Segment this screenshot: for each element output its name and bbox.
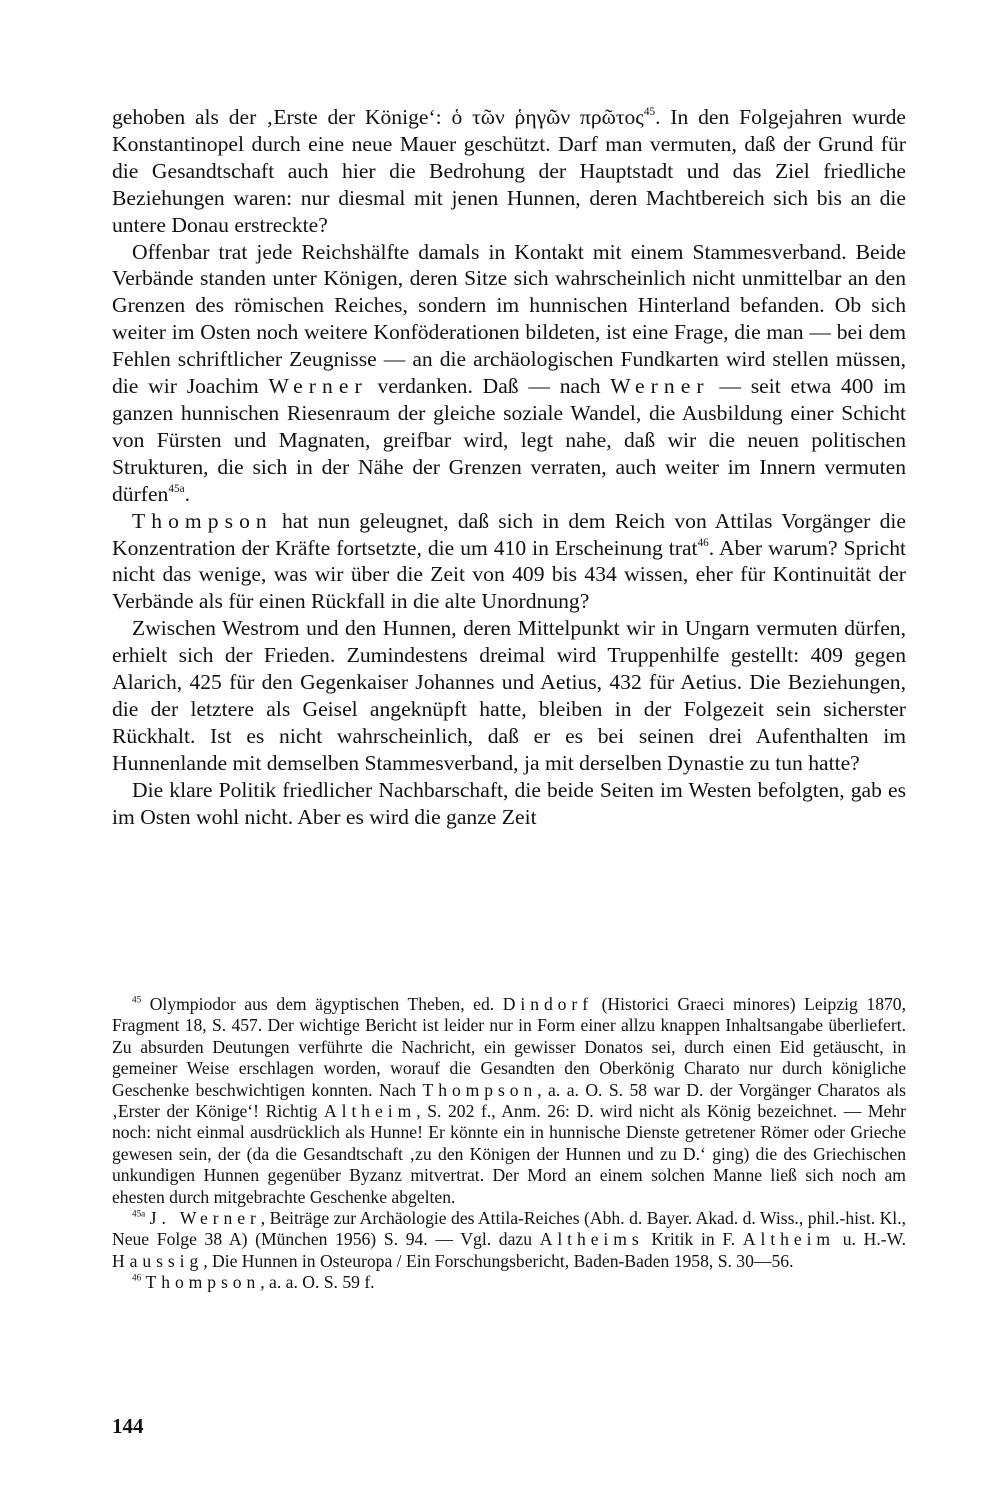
- author-name-altheim: Altheim: [324, 1101, 417, 1122]
- author-name-altheims: Altheims: [539, 1229, 644, 1250]
- paragraph-5: Die klare Politik friedlicher Nachbarschaft, die beide Seiten im Westen befolgten, gab es im Osten wohl nicht. Aber es wird die ganze Zeit: [112, 777, 906, 829]
- paragraph-2: [112, 239, 906, 508]
- author-name-dindorf: Dindorf: [502, 994, 593, 1014]
- footnote-45: [112, 994, 906, 1208]
- paragraph-3-text-cont: . Aber warum? Spricht nicht das wenige, was wir über die Zeit von 409 bis 434 wissen, eher für Kontinuität der Verbände als für einen Rückfall in die alte Unordnung?: [112, 535, 906, 614]
- footnote-text: , S. 202 f., Anm. 26: D. wird nicht als König bezeichnet. — Mehr noch: nicht einmal ausdrücklich als Hunne! Er könnte ein in hunnische Dienste getretener Römer oder Grieche gewesen sein, der (da die Gesandtschaft ‚zu den Königen der Hunnen und zu D.‘ ging) die des Griechischen unkundigen Hunnen gegenüber Byzanz mitvertrat. Der Mord an einem solchen Manne ließ sich noch am ehesten durch mitgebrachte Geschenke abgelten.: [112, 1101, 907, 1207]
- page-number: 144: [112, 1414, 144, 1438]
- paragraph-1-text: gehoben als der ‚Erste der Könige‘: ὁ τῶν ῥηγῶν πρῶτος: [112, 105, 644, 129]
- footnote-text: , a. a. O. S. 58 war D. der Vorgänger Charatos als ‚Erster der Könige‘! Richtig: [112, 1079, 906, 1122]
- footnote-text: , a. a. O. S. 59 f.: [260, 1272, 375, 1293]
- footnote-text: Kritik in F.: [651, 1229, 736, 1250]
- footnote-ref-46: 46: [697, 536, 709, 549]
- author-name-werner: J. Werner: [149, 1208, 261, 1229]
- author-name-thompson: Thompson: [422, 1079, 538, 1100]
- paragraph-3-text: hat nun geleugnet, daß sich in dem Reich von Attilas Vorgänger die Konzentration der Kräfte fortsetzte, die um 410 in Erscheinung trat: [112, 508, 906, 560]
- author-name-thompson: Thompson: [145, 1272, 261, 1293]
- footnote-text: , Die Hunnen in Osteuropa / Ein Forschungsbericht, Baden-Baden 1958, S. 30—56.: [203, 1250, 794, 1271]
- footnote-number: 46: [132, 1272, 142, 1283]
- footnote-text: , Beiträge zur Archäologie des Attila-Reiches (Abh. d. Bayer. Akad. d. Wiss., phil.-hist. Kl., Neue Folge 38 A) (München 1956) S. 94. — Vgl. dazu: [112, 1208, 906, 1250]
- author-name-haussig: Haussig: [112, 1250, 204, 1271]
- paragraph-1-text-cont: . In den Folgejahren wurde Konstantinopel durch eine neue Mauer geschützt. Darf man vermuten, daß der Grund für die Gesandtschaft auch hier die Bedrohung der Hauptstadt und das Ziel friedliche Beziehungen waren: nur diesmal mit jenen Hunnen, deren Machtbereich sich bis an die untere Donau erstreckte?: [112, 105, 906, 237]
- footnote-text: Olympiodor aus dem ägyptischen Theben, ed.: [149, 994, 495, 1014]
- paragraph-2-text: Offenbar trat jede Reichshälfte damals in Kontakt mit einem Stammesverband. Beide Verbände standen unter Königen, deren Sitze sich wahrscheinlich nicht unmittelbar an den Grenzen des römischen Reiches, sondern im hunnischen Hinterland befanden. Ob sich weiter im Osten noch weitere Konföderationen bildeten, ist eine Frage, die man — bei dem Fehlen schriftlicher Zeugnisse — an die archäologischen Fundkarten wird stellen müssen, die wir Joachim: [112, 239, 906, 399]
- paragraph-4: Zwischen Westrom und den Hunnen, deren Mittelpunkt wir in Ungarn vermuten dürfen, erhielt sich der Frieden. Zumindestens dreimal wird Truppenhilfe gestellt: 409 gegen Alarich, 425 für den Gegenkaiser Johannes und Aetius, 432 für Aetius. Die Beziehungen, die der letztere als Geisel angeknüpft hatte, bleiben in der Folgezeit sein sicherster Rückhalt. Ist es nicht wahrscheinlich, daß er es bei seinen drei Aufenthalten im Hunnenlande mit demselben Stammesverband, ja mit derselben Dynastie zu tun hatte?: [112, 616, 906, 775]
- paragraph-2-text-cont: — seit etwa 400 im ganzen hunnischen Riesenraum der gleiche soziale Wandel, die Ausbildung einer Schicht von Fürsten und Magnaten, greifbar wird, legt nahe, daß wir die neuen politischen Strukturen, die sich in der Nähe der Grenzen verraten, auch weiter im Innern vermuten dürfen: [112, 374, 906, 506]
- footnote-ref-45: 45: [643, 106, 656, 119]
- footnote-text: u. H.-W.: [842, 1229, 906, 1250]
- paragraph-2-text-end: .: [184, 481, 190, 506]
- footnote-45a: [112, 1208, 906, 1272]
- footnote-46: [112, 1272, 906, 1293]
- body-text: [112, 104, 906, 830]
- footnote-text: (Historici Graeci minores) Leipzig 1870, Fragment 18, S. 457. Der wichtige Bericht ist leider nur in Form einer allzu knappen Inhaltsangabe überliefert. Zu absurden Deutungen verführte die Nachricht, ein gewisser Donatos sei, durch einen Eid getäuscht, in gemeiner Weise erschlagen worden, worauf die Gesandten den Oberkönig Charato nur durch königliche Geschenke beschwichtigen konnten. Nach: [112, 994, 907, 1100]
- footnote-number: 45: [132, 994, 142, 1005]
- paragraph-2-text-cont: verdanken. Daß — nach: [377, 374, 601, 399]
- footnotes: [112, 994, 906, 1294]
- author-name-altheim: Altheim: [742, 1229, 836, 1250]
- paragraph-1: [112, 104, 906, 239]
- author-name-werner: Werner: [610, 374, 710, 399]
- paragraph-3: [112, 508, 906, 616]
- footnote-ref-45a: 45a: [168, 482, 185, 495]
- footnote-number: 45a: [132, 1208, 146, 1219]
- author-name-werner: Werner: [268, 374, 368, 399]
- author-name-thompson: Thompson: [132, 508, 273, 533]
